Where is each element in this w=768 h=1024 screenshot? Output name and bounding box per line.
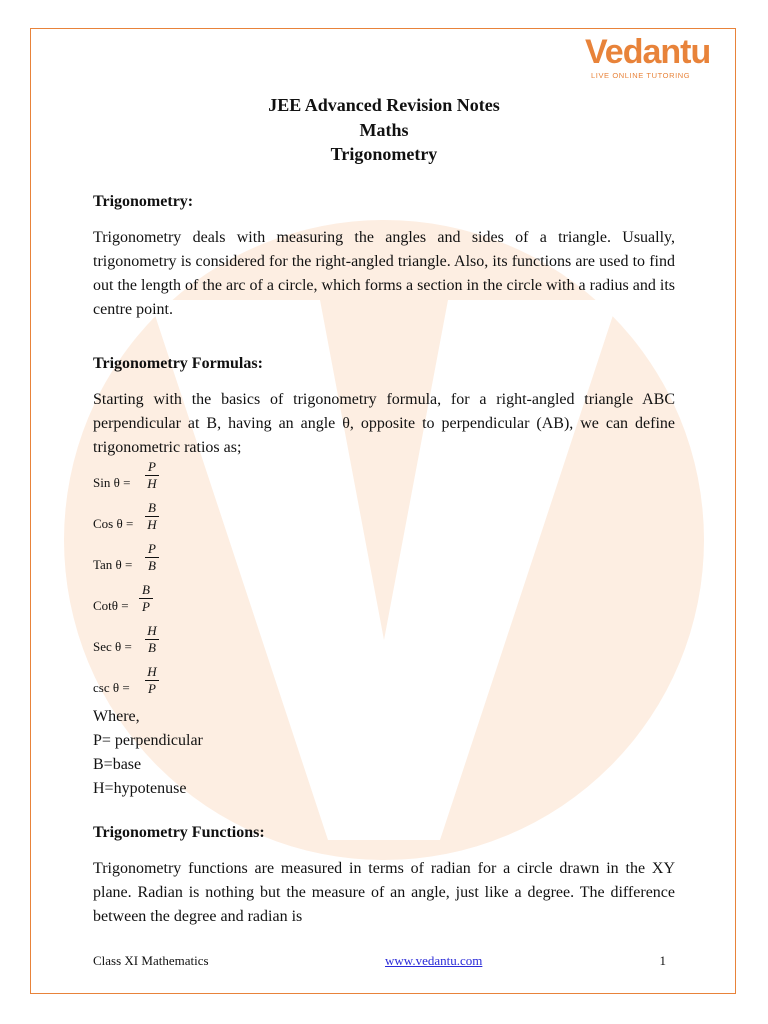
formula-fraction — [145, 459, 159, 492]
formula-lhs: Sec θ = — [93, 639, 132, 654]
fraction-numerator: B — [142, 582, 150, 597]
document-titles — [0, 93, 768, 167]
section-text-trigonometry: Trigonometry deals with measuring the angles and sides of a triangle. Usually, trigonometry is considered for the right-angled triangle. Also, its functions are used to find out the length of the arc of a circle, which forms a section in the circle with a radius and its centre point. — [93, 229, 675, 318]
footer-class-label: Class XI Mathematics — [93, 953, 209, 968]
section-heading-functions: Trigonometry Functions: — [93, 824, 265, 841]
fraction-denominator: P — [148, 681, 156, 696]
doc-title: JEE Advanced Revision Notes — [268, 95, 500, 115]
vedantu-logo — [583, 33, 711, 85]
fraction-numerator: P — [148, 541, 156, 556]
section-heading-trigonometry: Trigonometry: — [93, 193, 194, 210]
formula-fraction — [145, 664, 159, 697]
where-h: H=hypotenuse — [93, 780, 187, 797]
formula-row — [93, 459, 675, 500]
fraction-numerator: H — [147, 664, 157, 679]
formula-fraction — [139, 582, 153, 615]
formula-fraction — [145, 623, 159, 656]
fraction-numerator: P — [148, 459, 156, 474]
formula-row — [93, 500, 675, 541]
fraction-denominator: H — [147, 517, 157, 532]
section-heading-formulas: Trigonometry Formulas: — [93, 355, 263, 372]
formula-row — [93, 664, 675, 705]
fraction-denominator: P — [142, 599, 150, 614]
formula-fraction — [145, 500, 159, 533]
formula-lhs: csc θ = — [93, 680, 130, 695]
fraction-numerator: H — [147, 623, 157, 638]
footer-website-link[interactable]: www.vedantu.com — [385, 953, 483, 968]
formula-lhs: Cos θ = — [93, 516, 134, 531]
logo-tagline: LIVE ONLINE TUTORING — [591, 71, 691, 80]
fraction-denominator: B — [148, 558, 156, 573]
formula-lhs: Cotθ = — [93, 598, 129, 613]
section-text-formulas: Starting with the basics of trigonometry formula, for a right-angled triangle ABC perpendicular at B, having an angle θ, opposite to perpendicular (AB), we can define trigonometric ratios as; — [93, 391, 675, 456]
where-b: B=base — [93, 756, 142, 773]
formula-row — [93, 623, 675, 664]
formula-row — [93, 582, 675, 623]
formula-list — [93, 459, 675, 705]
formula-row — [93, 541, 675, 582]
formula-lhs: Tan θ = — [93, 557, 133, 572]
fraction-denominator: H — [147, 476, 157, 491]
footer-page-number: 1 — [659, 953, 666, 968]
doc-subject: Maths — [359, 119, 409, 140]
formula-fraction — [145, 541, 159, 574]
formula-lhs: Sin θ = — [93, 475, 131, 490]
doc-topic: Trigonometry — [330, 144, 438, 164]
section-text-functions: Trigonometry functions are measured in terms of radian for a circle drawn in the XY plane. Radian is nothing but the measure of an angle, just like a degree. The difference between the degree and radian is — [93, 860, 675, 925]
fraction-denominator: B — [148, 640, 156, 655]
fraction-numerator: B — [148, 500, 156, 515]
document-body — [93, 190, 675, 929]
page-footer — [93, 953, 675, 973]
logo-wordmark: Vedantu — [585, 33, 711, 71]
where-p: P= perpendicular — [93, 732, 203, 749]
where-label: Where, — [93, 708, 140, 725]
